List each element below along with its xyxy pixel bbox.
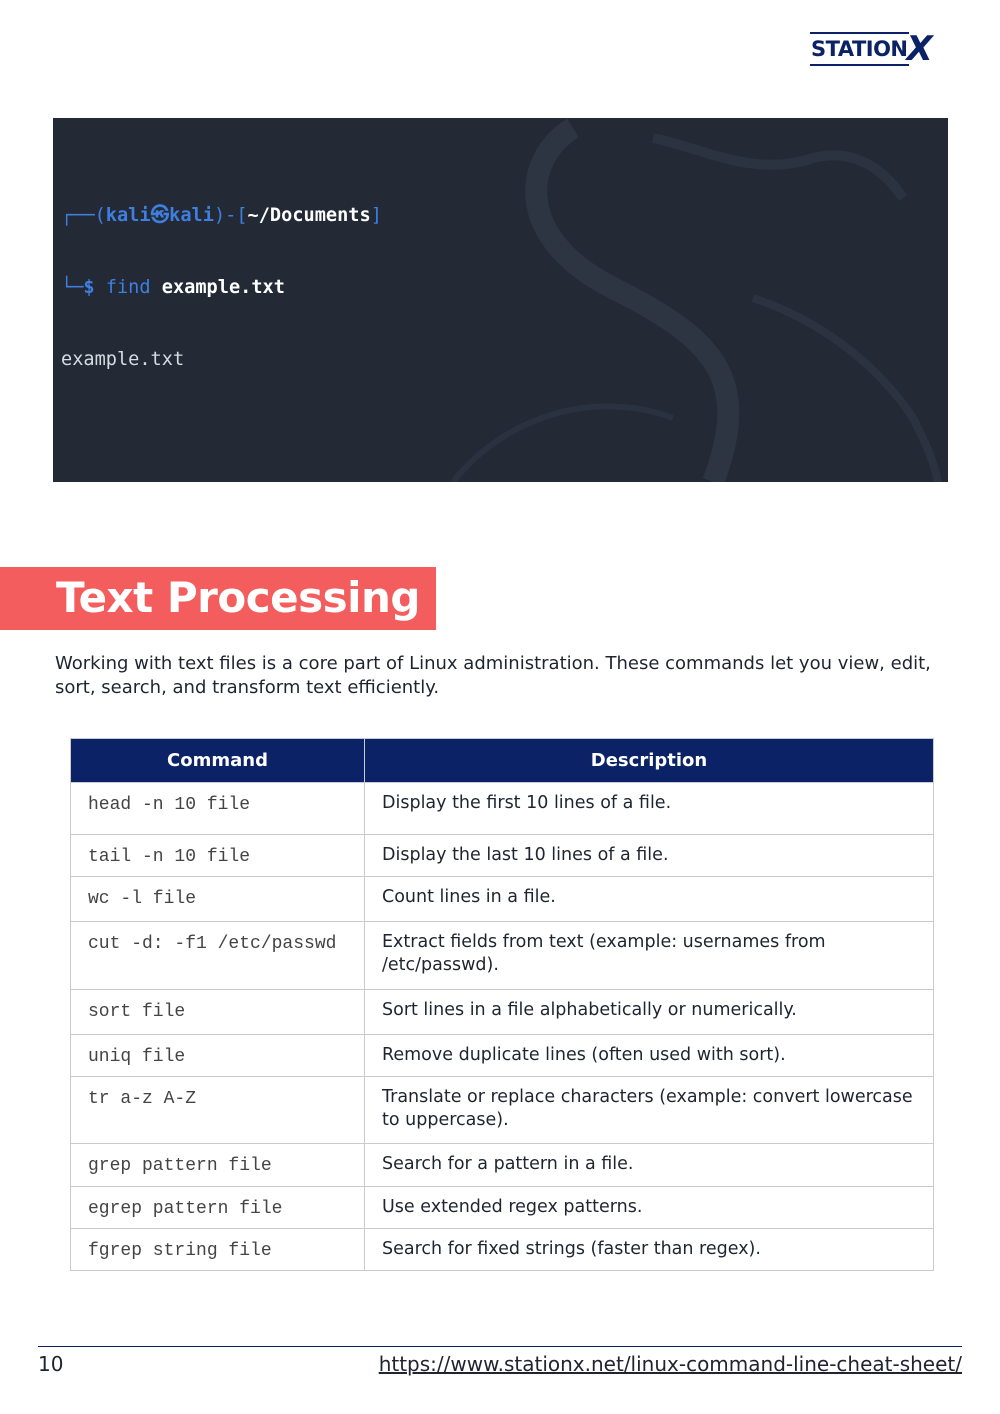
description-cell: Sort lines in a file alphabetically or numerically. (365, 990, 934, 1035)
table-row (71, 1187, 934, 1229)
table-row (71, 835, 934, 877)
description-cell: Extract fields from text (example: usernames from /etc/passwd). (365, 922, 934, 990)
command-cell: egrep pattern file (71, 1187, 365, 1229)
description-cell: Remove duplicate lines (often used with sort). (365, 1035, 934, 1077)
command-cell: grep pattern file (71, 1144, 365, 1187)
terminal-output-line: example.txt (61, 349, 185, 370)
footer-divider (38, 1346, 962, 1347)
table-row (71, 1144, 934, 1187)
command-cell: uniq file (71, 1035, 365, 1077)
stationx-logo (810, 29, 933, 69)
header-command: Command (71, 739, 365, 783)
table-row (71, 922, 934, 990)
table-row (71, 1035, 934, 1077)
table-row (71, 1077, 934, 1144)
logo-x-mark: X (906, 29, 933, 69)
terminal-output (61, 132, 382, 482)
command-cell: wc -l file (71, 877, 365, 922)
command-cell: tr a-z A-Z (71, 1077, 365, 1144)
table-header-row (71, 739, 934, 783)
description-cell: Translate or replace characters (example: convert lowercase to uppercase). (365, 1077, 934, 1144)
description-cell: Search for fixed strings (faster than regex). (365, 1229, 934, 1271)
section-title: Text Processing (56, 573, 420, 622)
terminal-prompt-line: ┌──(kali㉿kali)-[~/Documents] (61, 205, 382, 226)
terminal-command-line: └─$ find example.txt (61, 277, 285, 298)
description-cell: Display the first 10 lines of a file. (365, 783, 934, 835)
description-cell: Use extended regex patterns. (365, 1187, 934, 1229)
command-cell: sort file (71, 990, 365, 1035)
table-row (71, 877, 934, 922)
command-cell: cut -d: -f1 /etc/passwd (71, 922, 365, 990)
logo-word: STATION (810, 32, 909, 66)
section-intro: Working with text files is a core part of Linux administration. These commands let you view, edit, sort, search, and transform text efficiently. (55, 653, 931, 698)
header-description: Description (365, 739, 934, 783)
commands-table (70, 738, 934, 1271)
description-cell: Display the last 10 lines of a file. (365, 835, 934, 877)
description-cell: Search for a pattern in a file. (365, 1144, 934, 1187)
table-row (71, 1229, 934, 1271)
terminal-screenshot (53, 118, 948, 482)
command-cell: tail -n 10 file (71, 835, 365, 877)
command-cell: head -n 10 file (71, 783, 365, 835)
footer-url-link[interactable]: https://www.stationx.net/linux-command-line-cheat-sheet/ (378, 1352, 962, 1376)
page-number: 10 (38, 1352, 64, 1376)
table-row (71, 783, 934, 835)
command-cell: fgrep string file (71, 1229, 365, 1271)
description-cell: Count lines in a file. (365, 877, 934, 922)
table-row (71, 990, 934, 1035)
